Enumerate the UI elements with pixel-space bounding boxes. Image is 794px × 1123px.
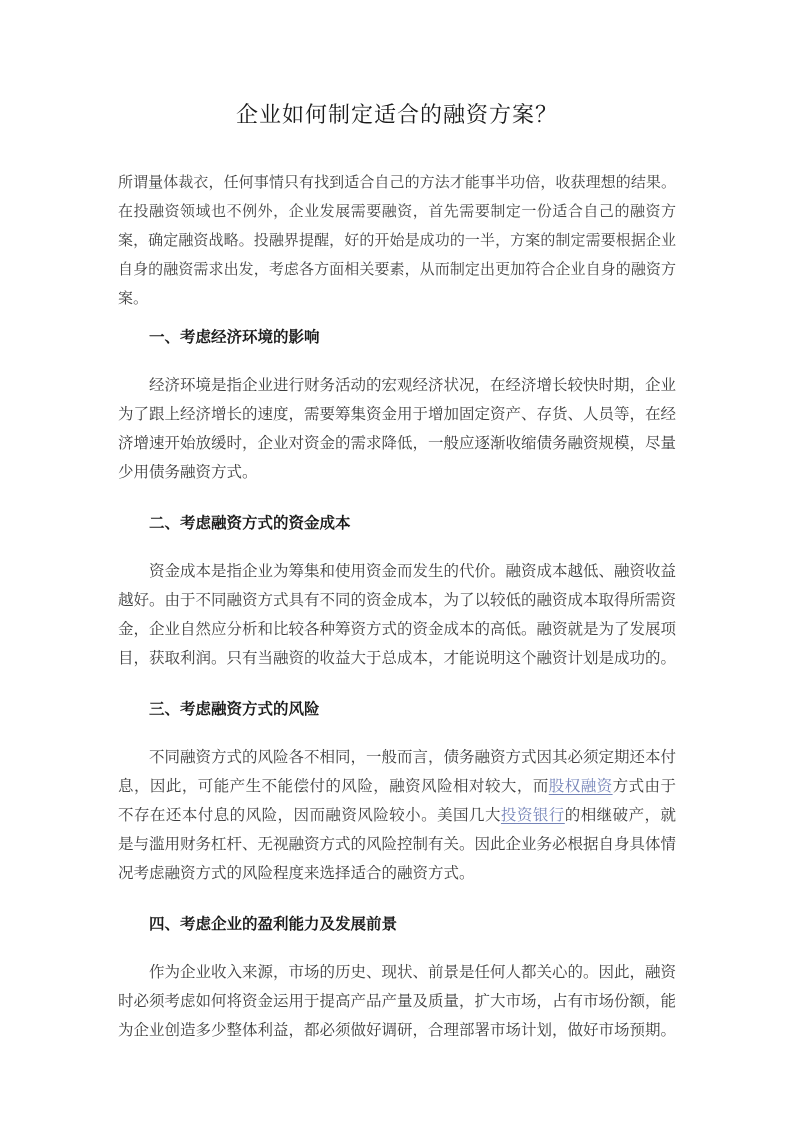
section-2-heading: 二、考虑融资方式的资金成本 [149, 515, 351, 532]
section-economic-environment [118, 327, 676, 487]
section-3-heading: 三、考虑融资方式的风险 [149, 701, 320, 718]
section-3-text-before-link1: 不同融资方式的风险各不相同，一般而言，债务融资方式因其必须定期还本付息，因此，可能产生不能偿付的风险，融资风险相对较大，而 [118, 749, 677, 795]
section-4-heading: 四、考虑企业的盈利能力及发展前景 [149, 916, 398, 933]
section-3-text-after-link2: 的相继破产，就是与滥用财务杠杆、无视融资方式的风险控制有关。因此企业务必根据自身具体情况考虑融资方式的风险程度来选择适合的融资方式。 [118, 807, 677, 882]
section-4-body: 作为企业收入来源，市场的历史、现状、前景是任何人都关心的。因此，融资时必须考虑如何将资金运用于提高产品产量及质量，扩大市场，占有市场份额，能为企业创造多少整体利益，都必须做好调研，合理部署市场计划，做好市场预期。 [118, 964, 677, 1039]
intro-paragraph: 所谓量体裁衣，任何事情只有找到适合自己的方法才能事半功倍，收获理想的结果。在投融资领域也不例外，企业发展需要融资，首先需要制定一份适合自己的融资方案，确定融资战略。投融界提醒，好的开始是成功的一半，方案的制定需要根据企业自身的融资需求出发，考虑各方面相关要素，从而制定出更加符合企业自身的融资方案。 [118, 174, 676, 307]
section-1-body: 经济环境是指企业进行财务活动的宏观经济状况，在经济增长较快时期，企业为了跟上经济增长的速度，需要筹集资金用于增加固定资产、存货、人员等，在经济增速开始放缓时，企业对资金的需求降低，一般应逐渐收缩债务融资规模，尽量少用债务融资方式。 [118, 377, 677, 481]
section-3-text-between-links: 方式由于不存在还本付息的风险，因而融资风险较小。美国几大 [118, 778, 676, 824]
equity-financing-link[interactable]: 股权融资 [548, 778, 613, 795]
document-title: 企业如何制定适合的融资方案？ [235, 102, 558, 127]
section-financing-risk [118, 699, 676, 888]
investment-bank-link[interactable]: 投资银行 [500, 807, 565, 824]
section-capital-cost [118, 513, 676, 673]
section-profitability-outlook [118, 914, 676, 1045]
section-2-body: 资金成本是指企业为筹集和使用资金而发生的代价。融资成本越低、融资收益越好。由于不同融资方式具有不同的资金成本，为了以较低的融资成本取得所需资金，企业自然应分析和比较各种筹资方式的资金成本的高低。融资就是为了发展项目，获取利润。只有当融资的收益大于总成本，才能说明这个融资计划是成功的。 [118, 563, 677, 667]
section-1-heading: 一、考虑经济环境的影响 [149, 329, 320, 346]
section-3-body [118, 743, 676, 888]
